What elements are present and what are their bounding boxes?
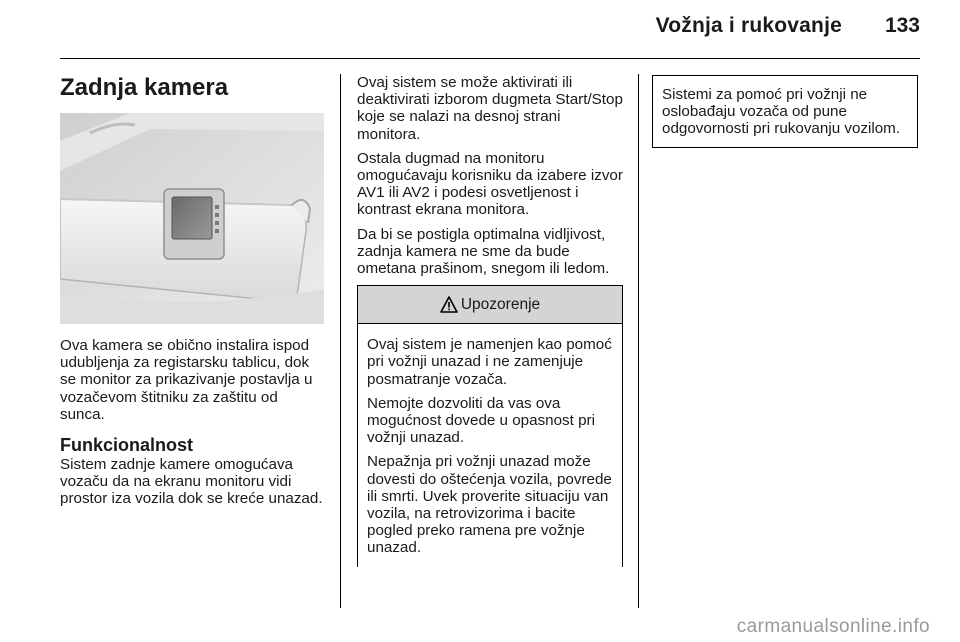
warning-box (357, 285, 623, 566)
warning-paragraph-2: Nemojte dozvoliti da vas ova mogućnost dovede u opasnost pri vožnji unazad. (367, 394, 595, 447)
column-right (652, 74, 918, 148)
header-title: Vožnja i rukovanje (655, 14, 842, 37)
functionality-paragraph: Sistem zadnje kamere omogućava vozaču da na ekranu monitoru vidi prostor iza vozila dok se kreće unazad. (60, 456, 323, 508)
warning-header (358, 286, 622, 324)
warning-paragraph-1: Ovaj sistem je namenjen kao pomoć pri vožnji unazad i ne zamenjuje posmatranje vozača. (367, 336, 612, 388)
note-text: Sistemi za pomoć pri vožnji ne oslobađaju vozača od pune odgovornosti pri rukovanju vozilom. (662, 86, 901, 138)
column-divider-left (340, 74, 341, 608)
activation-paragraph: Ovaj sistem se može aktivirati ili deaktivirati izborom dugmeta Start/Stop koje se nalazi na desnoj strani monitora. (357, 74, 623, 143)
watermark: carmanualsonline.info (736, 616, 930, 637)
warning-body (358, 324, 622, 566)
warning-title: Upozorenje (460, 296, 541, 314)
sun-visor-monitor-photo (60, 113, 324, 324)
visibility-paragraph: Da bi se postigla optimalna vidljivost, zadnja kamera ne sme da bude ometana prašinom, snegom ili ledom. (357, 225, 610, 278)
column-divider-right (638, 74, 639, 608)
buttons-paragraph: Ostala dugmad na monitoru omogućavaju korisniku da izabere izvor AV1 ili AV2 i podesi osvetljenost i kontrast ekrana monitora. (357, 149, 623, 219)
warning-paragraph-3: Nepažnja pri vožnji unazad može dovesti do oštećenja vozila, povrede ili smrti. Uvek proverite situaciju van vozila, na retrovizorima i bacite pogled preko ramena pre vožnje unazad. (367, 453, 612, 557)
column-left (60, 74, 326, 515)
note-box (652, 75, 918, 148)
column-middle (357, 74, 623, 567)
header-divider (60, 58, 920, 59)
subsection-title: Funkcionalnost (60, 435, 194, 456)
warning-triangle-icon (440, 296, 458, 313)
section-title: Zadnja kamera (60, 74, 229, 101)
page-number: 133 (884, 14, 920, 37)
intro-paragraph: Ova kamera se obično instalira ispod udubljenja za registarsku tablicu, dok se monitor za prikazivanje postavlja u vozačevom štitniku za zaštitu od sunca. (60, 337, 313, 423)
